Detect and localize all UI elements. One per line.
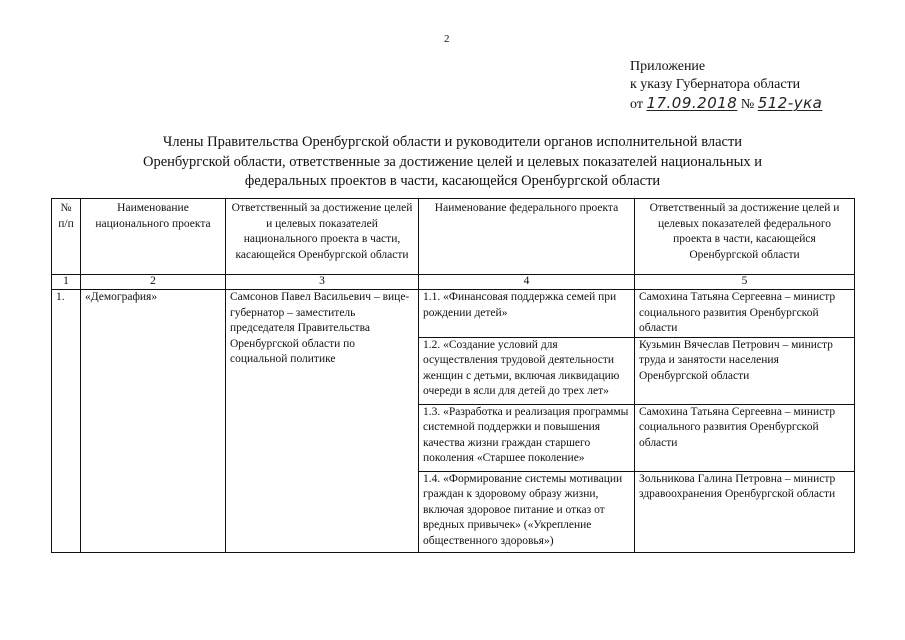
title-line-1: Члены Правительства Оренбургской области и руководители органов исполнительной власти — [162, 134, 743, 150]
appendix-decree-ref: к указу Губернатора области — [630, 77, 801, 92]
header-national-responsible: Ответственный за достижение целей и целевых показателей национального проекта в части, касающейся Оренбургской области — [226, 199, 419, 275]
title-line-2: Оренбургской области, ответственные за достижение целей и целевых показателей национальных и — [143, 153, 762, 170]
federal-responsible-2: Кузьмин Вячеслав Петрович – министр труда и занятости населения Оренбургской области — [635, 337, 855, 404]
federal-responsible-4: Зольникова Галина Петровна – министр здравоохранения Оренбургской области — [635, 471, 855, 552]
page-number: 2 — [444, 33, 450, 45]
appendix-date-number — [630, 94, 822, 114]
federal-project-4: 1.4. «Формирование системы мотивации граждан к здоровому образу жизни, включая здоровое питание и отказ от вредных привычек» («Укрепление общественного здоровья») — [419, 471, 635, 552]
appendix-from-label: от — [630, 97, 643, 112]
federal-responsible-1: Самохина Татьяна Сергеевна – министр социального развития Оренбургской области — [635, 290, 855, 338]
federal-project-2: 1.2. «Создание условий для осуществления трудовой деятельности женщин с детьми, включая ликвидацию очереди в ясли для детей до трех лет» — [419, 337, 635, 404]
column-number: 3 — [226, 275, 419, 290]
federal-responsible-3: Самохина Татьяна Сергеевна – министр социального развития Оренбургской области — [635, 404, 855, 471]
document-title — [100, 133, 805, 192]
header-national-project: Наименование национального проекта — [81, 199, 226, 275]
column-number: 2 — [81, 275, 226, 290]
appendix-title: Приложение — [630, 59, 706, 74]
number-sign: № — [740, 97, 755, 112]
header-federal-responsible: Ответственный за достижение целей и целевых показателей федерального проекта в части, касающейся Оренбургской области — [635, 199, 855, 275]
row-number: 1. — [52, 290, 81, 553]
table-row — [52, 290, 855, 338]
appendix-block — [630, 58, 822, 114]
column-numbers-row — [52, 275, 855, 290]
federal-project-1: 1.1. «Финансовая поддержка семей при рождении детей» — [419, 290, 635, 338]
handwritten-date: 17.09.2018 — [646, 94, 738, 112]
column-number: 4 — [419, 275, 635, 290]
handwritten-number: 512-ука — [757, 94, 823, 112]
column-number: 5 — [635, 275, 855, 290]
responsibility-table — [51, 198, 855, 553]
table-header-row — [52, 199, 855, 275]
header-federal-project: Наименование федерального проекта — [419, 199, 635, 275]
column-number: 1 — [52, 275, 81, 290]
header-number: № п/п — [52, 199, 81, 275]
federal-project-3: 1.3. «Разработка и реализация программы системной поддержки и повышения качества жизни граждан старшего поколения «Старшее поколение» — [419, 404, 635, 471]
national-project-responsible: Самсонов Павел Васильевич – вице-губернатор – заместитель председателя Правительства Оренбургской области по социальной политике — [226, 290, 419, 553]
title-line-3: федеральных проектов в части, касающейся Оренбургской области — [244, 173, 661, 189]
national-project-name: «Демография» — [81, 290, 226, 553]
